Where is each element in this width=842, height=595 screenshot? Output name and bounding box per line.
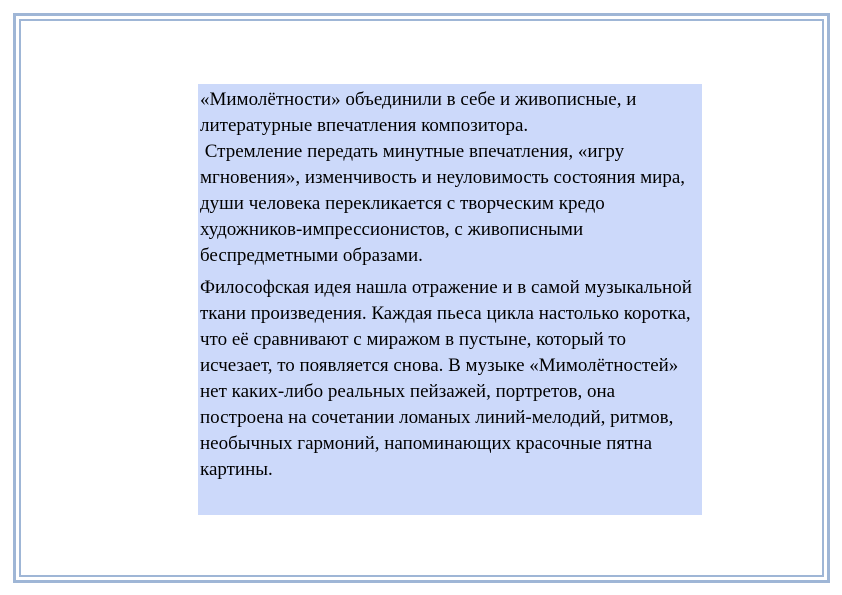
text-box [198, 84, 702, 515]
paragraph-philosophy: Философская идея нашла отражение и в самой музыкальной ткани произведения. Каждая пьеса цикла настолько коротка, что её сравнивают с миражом в пустыне, который то исчезает, то появляется снова. В музыке «Мимолётностей» нет каких-либо реальных пейзажей, портретов, она построена на сочетании ломаных линий-мелодий, ритмов, необычных гармоний, напоминающих красочные пятна картины. [200, 277, 697, 480]
paragraph-intro: «Мимолётности» объединили в себе и живописные, и литературные впечатления композитора. [200, 89, 642, 136]
paragraph-impressionism: Стремление передать минутные впечатления, «игру мгновения», изменчивость и неуловимость состояния мира, души человека перекликается с творческим кредо художников-импрессионистов, с живописными беспредметными образами. [200, 141, 690, 266]
